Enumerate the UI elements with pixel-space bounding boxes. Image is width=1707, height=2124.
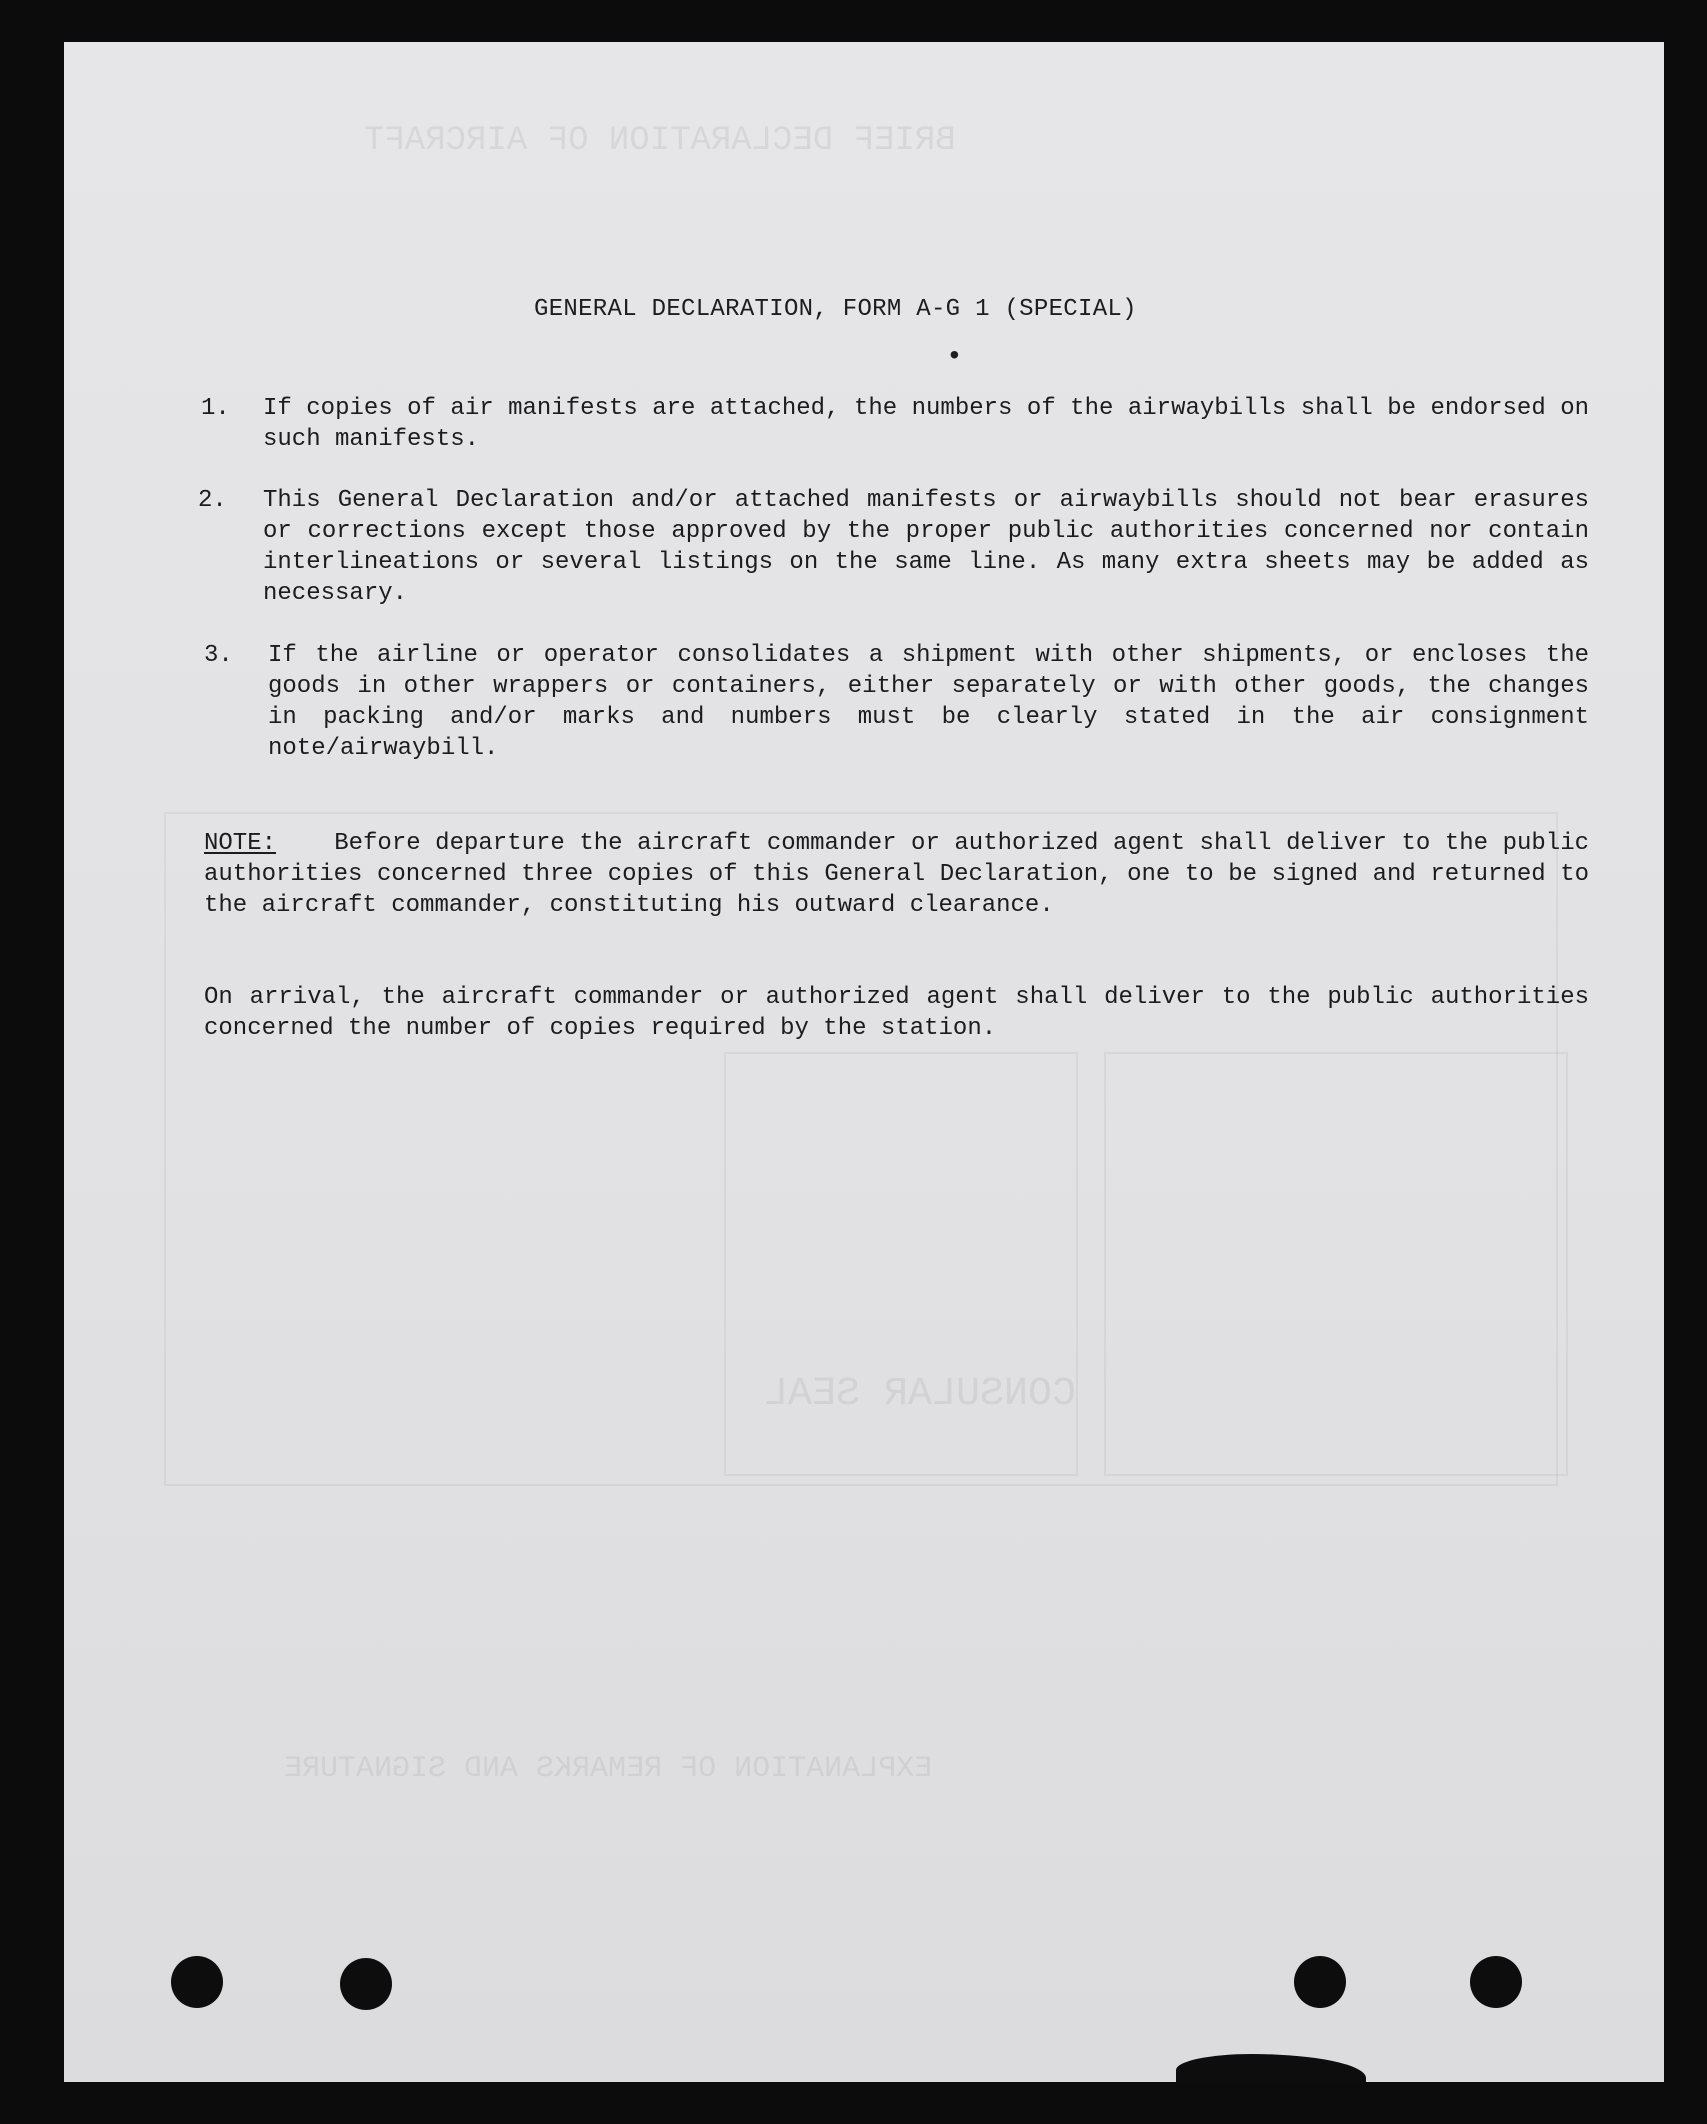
list-item-text: This General Declaration and/or attached manifests or airwaybills should not bear erasures or corrections except those approved by the proper public authorities concerned nor contain interlineations or several listings on the same line. As many extra sheets may be added as necessary.: [263, 487, 1589, 607]
title-mark: •: [946, 342, 963, 373]
bleed-through-column: [724, 1052, 1078, 1476]
arrival-paragraph: On arrival, the aircraft commander or authorized agent shall deliver to the public authorities concerned the number of copies required by the station.: [204, 984, 1589, 1042]
note-label: NOTE:: [204, 830, 277, 857]
bleed-through-column: [1104, 1052, 1568, 1476]
punch-hole: [1294, 1956, 1346, 2008]
document-page: [64, 42, 1664, 2082]
list-item-text: If the airline or operator consolidates a shipment with other shipments, or encloses the goods in other wrappers or containers, either separately or with other goods, the changes in packing and/or marks and numbers must be clearly stated in the air consignment note/airwaybill.: [268, 642, 1589, 762]
bleed-through-text: BRIEF DECLARATION OF AIRCRAFT: [364, 122, 956, 160]
punch-hole: [1470, 1956, 1522, 2008]
document-title: GENERAL DECLARATION, FORM A-G 1 (SPECIAL): [534, 296, 1137, 323]
bleed-through-text: EXPLANATION OF REMARKS AND SIGNATURE: [284, 1752, 933, 1786]
punch-hole: [171, 1956, 223, 2008]
list-item-number: 1.: [201, 395, 230, 422]
punch-hole: [340, 1958, 392, 2010]
torn-edge: [1176, 2054, 1366, 2082]
list-item-number: 2.: [198, 487, 227, 514]
bleed-through-text: CONSULAR SEAL: [764, 1372, 1077, 1417]
list-item-text: If copies of air manifests are attached, the numbers of the airwaybills shall be endorsed on such manifests.: [263, 395, 1589, 453]
list-item-number: 3.: [204, 642, 233, 669]
note-text: Before departure the aircraft commander or authorized agent shall deliver to the public authorities concerned three copies of this General Declaration, one to be signed and returned to the aircraft commander, constituting his outward clearance.: [204, 830, 1589, 919]
note-paragraph: [204, 828, 1589, 921]
